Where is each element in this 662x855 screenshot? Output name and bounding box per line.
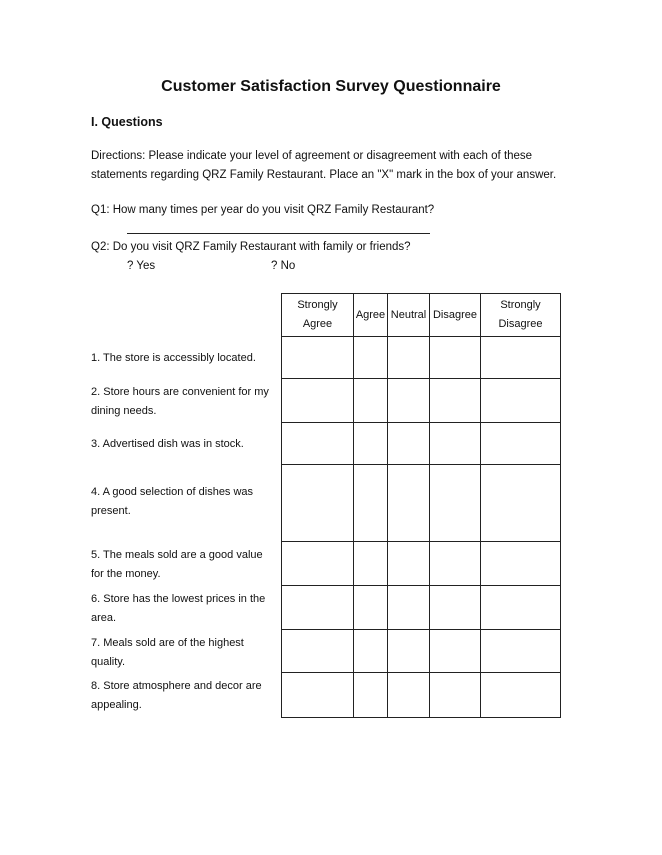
answer-box-strongly-disagree[interactable] bbox=[481, 423, 561, 465]
statement-6 bbox=[91, 590, 281, 628]
answer-box-disagree[interactable] bbox=[430, 379, 481, 423]
statement-line: appealing. bbox=[91, 699, 142, 711]
answer-box-agree[interactable] bbox=[354, 465, 388, 542]
answer-box-strongly-agree[interactable] bbox=[282, 465, 354, 542]
col-header-line: Disagree bbox=[498, 318, 543, 330]
q2-option-no[interactable]: ? No bbox=[271, 260, 296, 272]
answer-box-strongly-disagree[interactable] bbox=[481, 673, 561, 718]
table-row bbox=[282, 586, 561, 630]
answer-box-disagree[interactable] bbox=[430, 465, 481, 542]
statement-5 bbox=[91, 546, 281, 584]
col-header-line: Disagree bbox=[432, 308, 478, 321]
answer-box-neutral[interactable] bbox=[388, 337, 430, 379]
answer-box-agree[interactable] bbox=[354, 542, 388, 586]
question-2: Q2: Do you visit QRZ Family Restaurant with family or friends? bbox=[91, 241, 411, 253]
table-row bbox=[282, 465, 561, 542]
statement-line: 4. A good selection of dishes was bbox=[91, 486, 254, 498]
answer-box-neutral[interactable] bbox=[388, 673, 430, 718]
statement-4 bbox=[91, 483, 281, 521]
statement-1 bbox=[91, 349, 281, 368]
answer-box-agree[interactable] bbox=[354, 379, 388, 423]
directions-text: Directions: Please indicate your level of agreement or disagreement with each of these statements regarding QRZ Family Restaurant. Place an "X" mark in the box of your answer. bbox=[91, 150, 557, 181]
table-row bbox=[282, 542, 561, 586]
col-header-line: Agree bbox=[355, 308, 386, 321]
answer-box-strongly-agree[interactable] bbox=[282, 379, 354, 423]
answer-box-disagree[interactable] bbox=[430, 586, 481, 630]
answer-box-strongly-agree[interactable] bbox=[282, 542, 354, 586]
answer-box-disagree[interactable] bbox=[430, 423, 481, 465]
answer-box-neutral[interactable] bbox=[388, 542, 430, 586]
answer-box-strongly-agree[interactable] bbox=[282, 673, 354, 718]
answer-box-neutral[interactable] bbox=[388, 465, 430, 542]
answer-box-strongly-disagree[interactable] bbox=[481, 542, 561, 586]
statement-line: dining needs. bbox=[91, 405, 157, 417]
answer-box-neutral[interactable] bbox=[388, 630, 430, 673]
answer-box-disagree[interactable] bbox=[430, 630, 481, 673]
answer-box-neutral[interactable] bbox=[388, 423, 430, 465]
col-header-agree bbox=[354, 294, 388, 337]
statement-line: 7. Meals sold are of the highest bbox=[91, 637, 244, 649]
col-header-line: Agree bbox=[302, 318, 333, 330]
col-header-disagree bbox=[430, 294, 481, 337]
answer-box-agree[interactable] bbox=[354, 337, 388, 379]
statement-2 bbox=[91, 383, 281, 421]
answer-box-strongly-agree[interactable] bbox=[282, 423, 354, 465]
answer-box-agree[interactable] bbox=[354, 630, 388, 673]
answer-box-disagree[interactable] bbox=[430, 542, 481, 586]
statement-line: 1. The store is accessibly located. bbox=[91, 352, 256, 364]
page-title: Customer Satisfaction Survey Questionnaire bbox=[161, 78, 501, 95]
q1-answer-line[interactable] bbox=[127, 233, 430, 234]
answer-box-strongly-agree[interactable] bbox=[282, 337, 354, 379]
table-row bbox=[282, 673, 561, 718]
answer-box-agree[interactable] bbox=[354, 586, 388, 630]
table-row bbox=[282, 423, 561, 465]
statement-3 bbox=[91, 435, 281, 454]
col-header-strongly-agree bbox=[282, 294, 354, 337]
statement-line: 8. Store atmosphere and decor are bbox=[91, 680, 262, 692]
answer-box-neutral[interactable] bbox=[388, 586, 430, 630]
statement-8 bbox=[91, 677, 281, 715]
statement-line: 5. The meals sold are a good value bbox=[91, 549, 263, 561]
answer-box-strongly-disagree[interactable] bbox=[481, 586, 561, 630]
answer-box-agree[interactable] bbox=[354, 423, 388, 465]
answer-box-strongly-agree[interactable] bbox=[282, 586, 354, 630]
statement-line: 6. Store has the lowest prices in the bbox=[91, 593, 266, 605]
answer-box-neutral[interactable] bbox=[388, 379, 430, 423]
q2-option-yes[interactable]: ? Yes bbox=[127, 260, 156, 272]
answer-box-strongly-agree[interactable] bbox=[282, 630, 354, 673]
col-header-neutral bbox=[388, 294, 430, 337]
answer-box-disagree[interactable] bbox=[430, 673, 481, 718]
statement-7 bbox=[91, 634, 281, 672]
answer-box-strongly-disagree[interactable] bbox=[481, 379, 561, 423]
statement-line: 3. Advertised dish was in stock. bbox=[91, 438, 244, 450]
statement-line: quality. bbox=[91, 656, 126, 668]
answer-box-strongly-disagree[interactable] bbox=[481, 465, 561, 542]
statement-line: area. bbox=[91, 612, 117, 624]
statement-line: present. bbox=[91, 505, 131, 517]
answer-box-disagree[interactable] bbox=[430, 337, 481, 379]
answer-box-strongly-disagree[interactable] bbox=[481, 630, 561, 673]
col-header-strongly-disagree bbox=[481, 294, 561, 337]
answer-box-agree[interactable] bbox=[354, 673, 388, 718]
statement-line: 2. Store hours are convenient for my bbox=[91, 386, 269, 398]
statement-line: for the money. bbox=[91, 568, 161, 580]
col-header-line: Strongly bbox=[297, 299, 338, 311]
answer-box-strongly-disagree[interactable] bbox=[481, 337, 561, 379]
col-header-line: Neutral bbox=[390, 308, 427, 321]
col-header-line: Strongly bbox=[500, 299, 541, 311]
rating-header-row bbox=[282, 294, 561, 337]
section-heading: I. Questions bbox=[91, 115, 163, 129]
table-row bbox=[282, 337, 561, 379]
table-row bbox=[282, 379, 561, 423]
table-row bbox=[282, 630, 561, 673]
question-1: Q1: How many times per year do you visit QRZ Family Restaurant? bbox=[91, 204, 435, 216]
rating-table bbox=[281, 293, 561, 718]
